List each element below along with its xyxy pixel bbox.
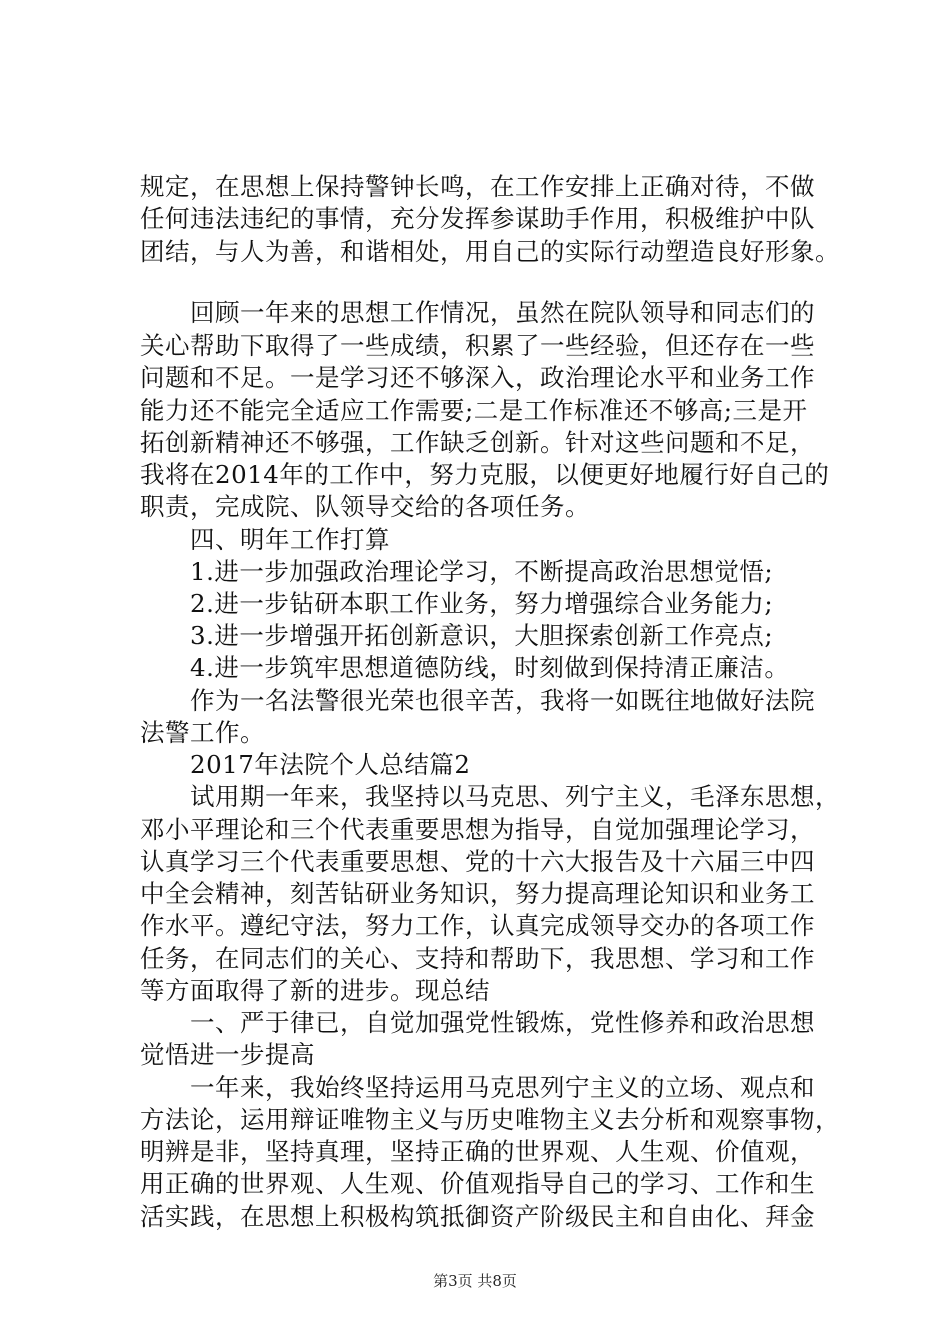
text-line: 等方面取得了新的进步。现总结 [140, 976, 490, 1005]
text-line: 中全会精神，刻苦钻研业务知识，努力提高理论知识和业务工 [140, 879, 815, 908]
text-line: 邓小平理论和三个代表重要思想为指导，自觉加强理论学习， [140, 815, 815, 844]
text-line: 能力还不能完全适应工作需要;二是工作标准还不够高;三是开 [140, 396, 808, 425]
list-item: 3.进一步增强开拓创新意识，大胆探索创新工作亮点; [140, 621, 774, 650]
text-line: 职责，完成院、队领导交给的各项任务。 [140, 492, 590, 521]
text-line: 明辨是非，坚持真理，坚持正确的世界观、人生观、价值观， [140, 1137, 815, 1166]
text-line: 活实践，在思想上积极构筑抵御资产阶级民主和自由化、拜金 [140, 1202, 815, 1231]
section-heading: 觉悟进一步提高 [140, 1040, 315, 1069]
text-line: 认真学习三个代表重要思想、党的十六大报告及十六届三中四 [140, 847, 815, 876]
text-line: 作为一名法警很光荣也很辛苦，我将一如既往地做好法院 [140, 686, 815, 715]
text-line: 任何违法违纪的事情，充分发挥参谋助手作用，积极维护中队 [140, 204, 815, 233]
text-line: 任务，在同志们的关心、支持和帮助下，我思想、学习和工作 [140, 944, 815, 973]
section-heading: 四、明年工作打算 [140, 525, 390, 554]
text-line: 问题和不足。一是学习还不够深入，政治理论水平和业务工作 [140, 363, 815, 392]
section-heading: 一、严于律已，自觉加强党性锻炼，党性修养和政治思想 [140, 1008, 815, 1037]
text-line: 团结，与人为善，和谐相处，用自己的实际行动塑造良好形象。 [140, 237, 840, 266]
text-line: 规定，在思想上保持警钟长鸣，在工作安排上正确对待，不做 [140, 172, 815, 201]
page-footer: 第3页 共8页 [433, 1272, 517, 1290]
list-item: 4.进一步筑牢思想道德防线，时刻做到保持清正廉洁。 [140, 653, 790, 682]
text-line: 一年来，我始终坚持运用马克思列宁主义的立场、观点和 [140, 1073, 815, 1102]
text-line: 试用期一年来，我坚持以马克思、列宁主义，毛泽东思想， [140, 782, 840, 811]
text-line: 方法论，运用辩证唯物主义与历史唯物主义去分析和观察事物， [140, 1105, 840, 1134]
text-line: 用正确的世界观、人生观、价值观指导自己的学习、工作和生 [140, 1169, 815, 1198]
list-item: 2.进一步钻研本职工作业务，努力增强综合业务能力; [140, 589, 774, 618]
text-line: 法警工作。 [140, 718, 265, 747]
text-line: 关心帮助下取得了一些成绩，积累了一些经验，但还存在一些 [140, 331, 815, 360]
section-heading: 2017年法院个人总结篇2 [140, 750, 471, 779]
text-line: 我将在2014年的工作中，努力克服，以便更好地履行好自己的 [140, 460, 830, 489]
text-line: 拓创新精神还不够强，工作缺乏创新。针对这些问题和不足， [140, 428, 815, 457]
text-line: 回顾一年来的思想工作情况，虽然在院队领导和同志们的 [140, 298, 815, 327]
text-line: 作水平。遵纪守法，努力工作，认真完成领导交办的各项工作 [140, 911, 815, 940]
list-item: 1.进一步加强政治理论学习，不断提高政治思想觉悟; [140, 557, 774, 586]
